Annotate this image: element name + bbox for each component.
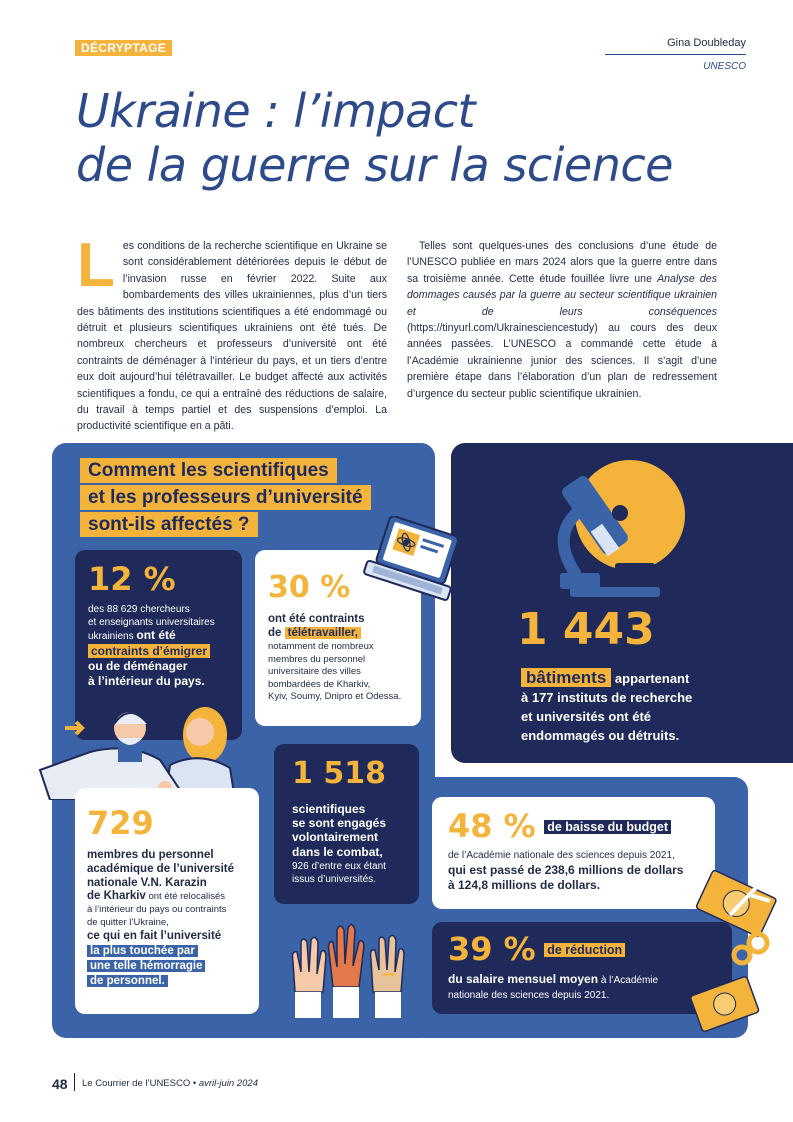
money-illustration bbox=[680, 855, 793, 1045]
stat-text-bold: à 124,8 millions de dollars. bbox=[448, 878, 601, 892]
stat-text-bold: volontairement bbox=[292, 830, 379, 844]
infographic-question bbox=[80, 458, 371, 539]
stat-highlight: de réduction bbox=[544, 943, 625, 957]
stat-highlight: de personnel. bbox=[87, 975, 168, 987]
page-number: 48 bbox=[52, 1076, 68, 1092]
article-column-1 bbox=[77, 231, 387, 435]
stat-text: issus d’universités. bbox=[292, 874, 376, 885]
stat-highlight: contraints d’émigrer bbox=[88, 644, 210, 658]
stat-card-1518 bbox=[274, 744, 419, 904]
author-name: Gina Doubleday bbox=[667, 37, 746, 49]
stat-text-bold: ce qui en fait l’université bbox=[87, 930, 222, 942]
stat-value-39: 39 % bbox=[448, 930, 536, 968]
question-line-3: sont-ils affectés ? bbox=[80, 512, 258, 537]
author-organization: UNESCO bbox=[703, 61, 746, 72]
stat-text-bold: membres du personnel bbox=[87, 849, 214, 861]
stat-text: à l’intérieur du pays ou contraints bbox=[87, 904, 227, 915]
stat-value-30: 30 % bbox=[268, 570, 351, 605]
question-line-2: et les professeurs d’université bbox=[80, 485, 371, 510]
stat-text-bold: et universités ont été bbox=[521, 709, 652, 724]
stat-value-729: 729 bbox=[87, 804, 154, 842]
stat-highlight: la plus touchée par bbox=[87, 945, 198, 957]
scientists-illustration bbox=[30, 690, 260, 800]
stat-text: à l’Académie bbox=[600, 975, 659, 986]
stat-text-bold: ont été bbox=[136, 628, 176, 642]
article-title bbox=[76, 84, 756, 192]
stat-text: membres du personnel bbox=[268, 653, 366, 665]
stat-value-12: 12 % bbox=[88, 560, 176, 598]
author-divider bbox=[605, 54, 746, 55]
stat-text-bold: scientifiques bbox=[292, 802, 366, 816]
stat-card-729 bbox=[75, 788, 259, 1014]
question-line-1: Comment les scientifiques bbox=[80, 458, 337, 483]
article-column-2 bbox=[407, 238, 717, 402]
stat-text: universitaire des villes bbox=[268, 666, 361, 677]
stat-text: bombardées de Kharkiv, bbox=[268, 678, 371, 690]
stat-highlight: télétravailler, bbox=[285, 627, 361, 639]
stat-highlight: une telle hémorragie bbox=[87, 960, 205, 972]
stat-text-bold: de Kharkiv bbox=[87, 890, 146, 902]
stat-text: de quitter l’Ukraine, bbox=[87, 917, 169, 928]
stat-text: ont été relocalisés bbox=[148, 891, 226, 902]
stat-text-bold: ont été contraints bbox=[268, 613, 365, 625]
stat-text: notamment de nombreux bbox=[268, 641, 374, 652]
publication-name: Le Courrier de l’UNESCO bbox=[82, 1078, 191, 1089]
section-tag: DÉCRYPTAGE bbox=[75, 40, 172, 56]
stat-value-48: 48 % bbox=[448, 807, 536, 845]
microscope-illustration bbox=[520, 455, 710, 605]
stat-text-bold: qui est passé de 238,6 millions de dollars bbox=[448, 863, 684, 877]
title-line-2: de la guerre sur la science bbox=[76, 138, 673, 192]
stat-highlight: de baisse du budget bbox=[544, 820, 671, 834]
stat-text: et enseignants universitaires bbox=[88, 617, 215, 628]
title-line-1: Ukraine : l’impact bbox=[76, 84, 476, 138]
stat-text: 926 d’entre eux étant bbox=[292, 861, 386, 872]
study-title: Analyse des dommages causés par la guerre au secteur scientifique ukrainien et de leurs conséquences bbox=[407, 272, 717, 318]
stat-text-bold: à l’intérieur du pays. bbox=[88, 674, 205, 688]
stat-text-bold: se sont engagés bbox=[292, 816, 387, 830]
laptop-illustration bbox=[355, 516, 470, 611]
stat-highlight: bâtiments bbox=[521, 668, 611, 687]
stat-text-bold: académique de l’université bbox=[87, 863, 235, 875]
stat-value-1518: 1 518 bbox=[292, 756, 386, 791]
drop-cap: L bbox=[77, 231, 115, 300]
paragraph-2-b: (https://tinyurl.com/Ukrainesciencestudy) au cours des deux années passées. L’UNESCO a commandé cette étude à l’Académie ukrainienne junior des sciences. Il s’agit d’une première étape dans l’élaboration d’un plan de redressement d’urgence du secteur public scientifique ukrainien. bbox=[407, 322, 717, 400]
stat-text-bold: à 177 instituts de recherche bbox=[521, 690, 693, 705]
paragraph-2-a: Telles sont quelques-unes des conclusions d’une étude de l’UNESCO publiée en mars 2024 alors que la guerre entre dans sa troisième année. Cette étude fouillée livre une bbox=[407, 240, 717, 285]
stat-text: Kyiv, Soumy, Dnipro et Odessa. bbox=[268, 691, 402, 702]
stat-text-bold: ou de déménager bbox=[88, 659, 188, 673]
footer-publication: Le Courrier de l’UNESCO • avril-juin 2024 bbox=[82, 1078, 258, 1089]
stat-text-bold: de bbox=[268, 627, 282, 639]
stat-text-bold: appartenant bbox=[614, 671, 690, 686]
stat-text-bold: du salaire mensuel moyen bbox=[448, 972, 599, 986]
footer-divider bbox=[74, 1073, 75, 1091]
stat-value-1443: 1 443 bbox=[517, 604, 655, 655]
stat-text-bold: dans le combat, bbox=[292, 845, 383, 859]
stat-text-bold: endommagés ou détruits. bbox=[521, 728, 680, 743]
stat-card-48 bbox=[432, 797, 715, 909]
raised-hands-illustration bbox=[285, 912, 415, 1018]
stat-text: nationale des sciences depuis 2021. bbox=[448, 990, 610, 1001]
stat-card-1443 bbox=[451, 600, 793, 760]
issue-date: avril-juin 2024 bbox=[198, 1078, 258, 1089]
stat-text: de l’Académie nationale des sciences depuis 2021, bbox=[448, 850, 675, 861]
stat-text-bold: nationale V.N. Karazin bbox=[87, 877, 207, 889]
stat-text: ukrainiens bbox=[88, 631, 134, 642]
stat-text: des 88 629 chercheurs bbox=[88, 604, 190, 615]
paragraph-1: es conditions de la recherche scientifique en Ukraine se sont considérablement détériorées depuis le début de l’invasion russe en février 2022. Suite aux bombardements des villes ukrainiennes, plus d’un tiers des bâtiments des institutions scientifiques a été endommagé ou détruit et plusieurs scientifiques ukrainiens ont été tués. De nombreux chercheurs et professeurs d’université ont été contraints de déménager à l’intérieur du pays, et un tiers d’entre eux doit aujourd’hui télétravailler. Le budget affecté aux activités scientifiques a fondu, ce qui a entraîné des réductions de salaire, du travail à temps partiel et des suspensions d’emploi. La productivité scientifique en a pâti. bbox=[77, 240, 387, 433]
